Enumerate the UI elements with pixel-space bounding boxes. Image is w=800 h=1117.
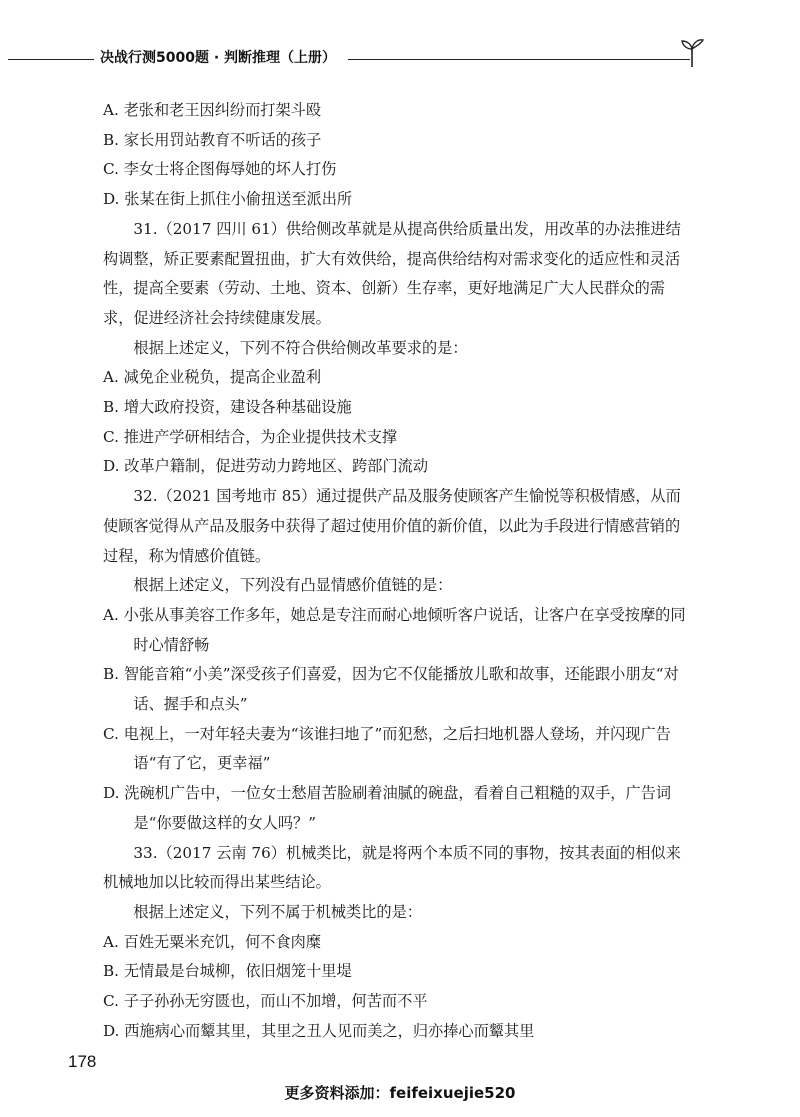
answer-option: B. 家长用罚站教育不听话的孩子 (103, 130, 322, 149)
page-content (103, 96, 691, 1047)
question-paragraph: 根据上述定义，下列没有凸显情感价值链的是： (133, 576, 453, 595)
answer-option: C. 子子孙孙无穷匮也，而山不加增，何苦而不平 (103, 992, 428, 1011)
page-number: 178 (68, 1052, 97, 1071)
answer-option: B. 无情最是台城柳，依旧烟笼十里堤 (103, 962, 352, 981)
answer-option: C. 李女士将企图侮辱她的坏人打伤 (103, 160, 337, 179)
answer-option: B. 智能音箱“小美”深受孩子们喜爱，因为它不仅能播放儿歌和故事，还能跟小朋友“对话、握手和点头” (103, 665, 679, 714)
answer-option: A. 小张从事美容工作多年，她总是专注而耐心地倾听客户说话，让客户在享受按摩的同时心情舒畅 (103, 605, 686, 654)
footer-note: 更多资料添加：feifeixuejie520 (284, 1084, 516, 1102)
answer-option: D. 洗碗机广告中，一位女士愁眉苦脸刷着油腻的碗盘，看着自己粗糙的双手，广告词是“你要做这样的女人吗？” (103, 784, 672, 832)
question-paragraph: 32.（2021 国考地市 85）通过提供产品及服务使顾客产生愉悦等积极情感，从而使顾客觉得从产品及服务中获得了超过使用价值的新价值，以此为手段进行情感营销的过程，称为情感价值链。 (103, 487, 681, 565)
answer-option: A. 百姓无粟米充饥，何不食肉糜 (103, 932, 322, 951)
answer-option: B. 增大政府投资，建设各种基础设施 (103, 398, 352, 417)
running-header (8, 44, 708, 66)
answer-option: A. 减免企业税负，提高企业盈利 (103, 368, 322, 387)
sprout-icon (678, 36, 706, 68)
question-paragraph: 33.（2017 云南 76）机械类比，就是将两个本质不同的事物，按其表面的相似来机械地加以比较而得出某些结论。 (103, 843, 681, 892)
question-paragraph: 根据上述定义，下列不属于机械类比的是： (133, 902, 422, 921)
answer-option: C. 电视上，一对年轻夫妻为“该谁扫地了”而犯愁，之后扫地机器人登场，并闪现广告语“有了它，更幸福” (103, 724, 671, 773)
answer-option: C. 推进产学研相结合，为企业提供技术支撑 (103, 427, 398, 446)
answer-option: D. 张某在街上抓住小偷扭送至派出所 (103, 190, 353, 209)
answer-option: D. 西施病心而颦其里，其里之丑人见而美之，归亦捧心而颦其里 (103, 1021, 535, 1040)
answer-option: A. 老张和老王因纠纷而打架斗殴 (103, 101, 322, 119)
book-title: 决战行测5000题 · 判断推理（上册） (100, 50, 337, 66)
question-paragraph: 根据上述定义，下列不符合供给侧改革要求的是： (133, 338, 468, 357)
header-rule-left (8, 59, 94, 60)
header-rule-right (348, 59, 690, 60)
question-paragraph: 31.（2017 四川 61）供给侧改革就是从提高供给质量出发，用改革的办法推进结构调整，矫正要素配置扭曲，扩大有效供给，提高供给结构对需求变化的适应性和灵活性，提高全要素（劳动、土地、资本、创新）生存率，更好地满足广大人民群众的需求，促进经济社会持续健康发展。 (103, 219, 681, 327)
answer-option: D. 改革户籍制，促进劳动力跨地区、跨部门流动 (103, 457, 429, 476)
